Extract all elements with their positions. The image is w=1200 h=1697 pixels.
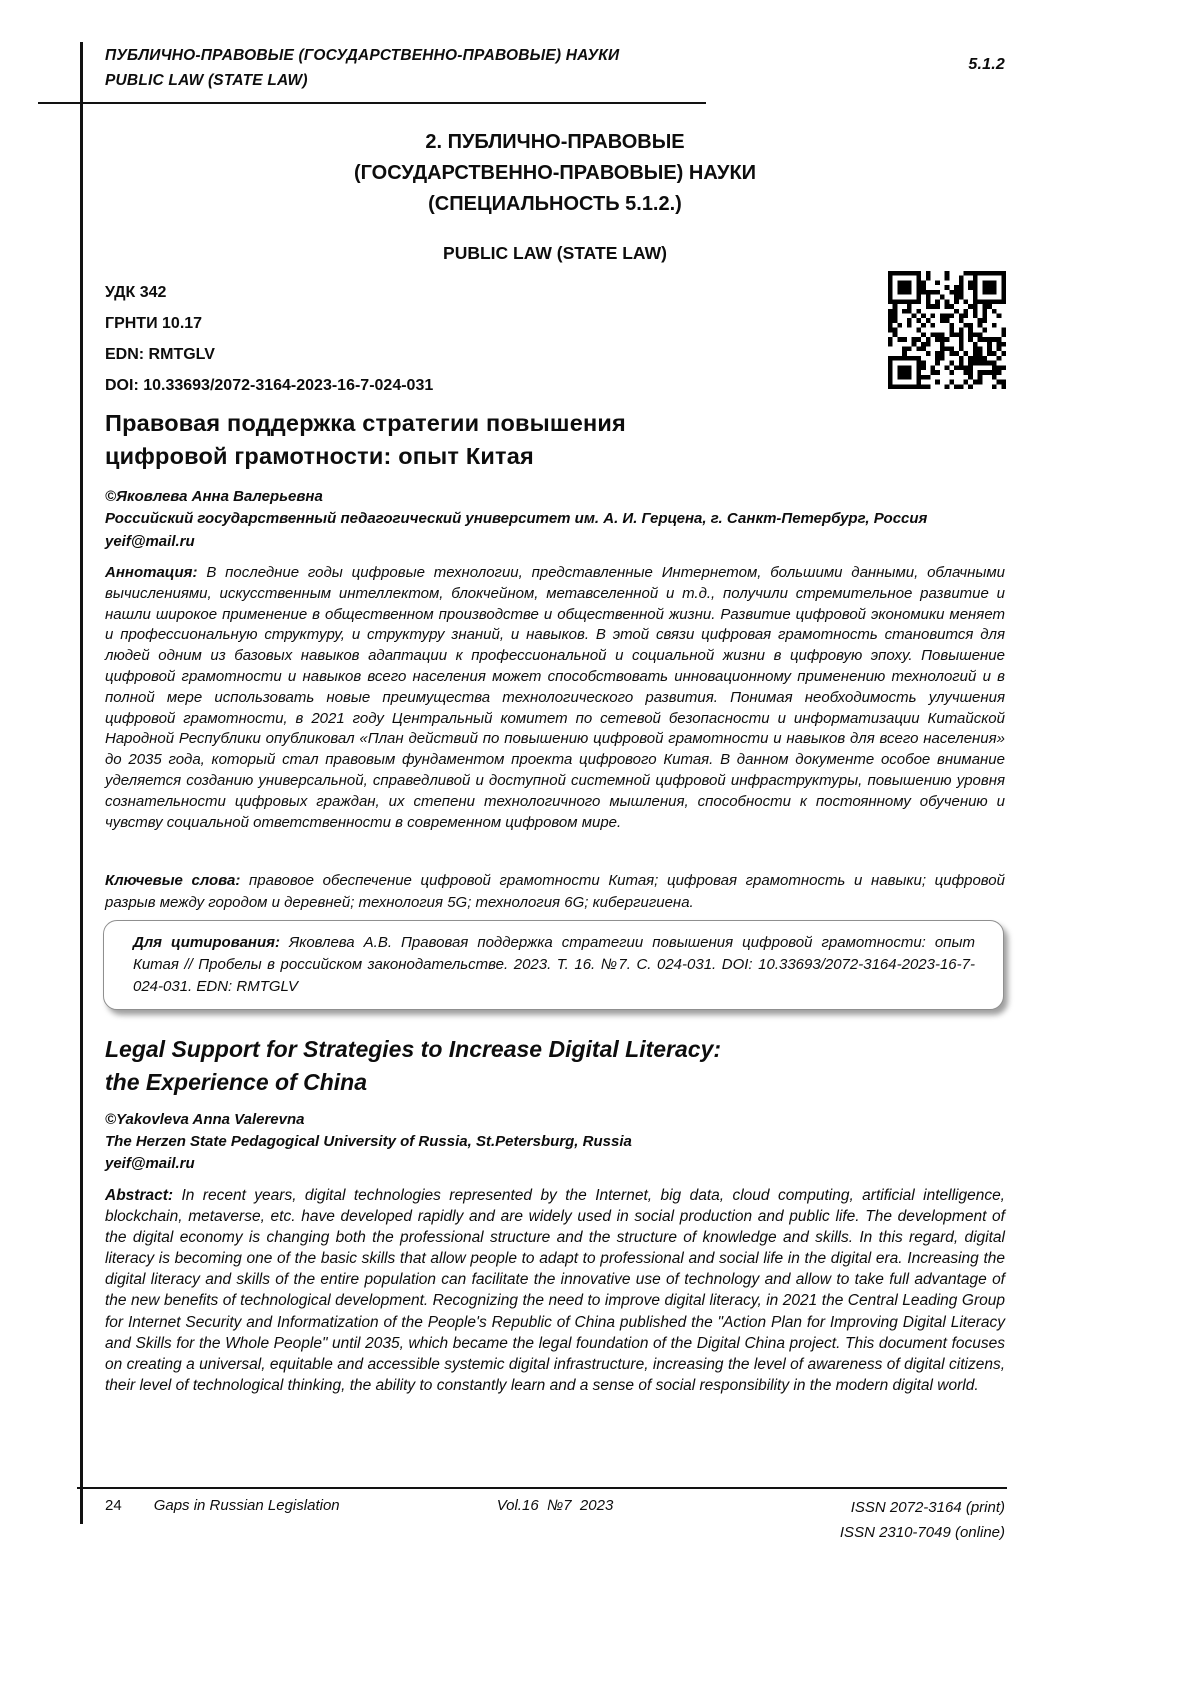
journal-title: Gaps in Russian Legislation: [153, 1497, 340, 1514]
qr-code: [888, 271, 1006, 389]
running-header-rubric-ru: ПУБЛИЧНО-ПРАВОВЫЕ (ГОСУДАРСТВЕННО-ПРАВОВЫЕ) НАУКИ: [105, 47, 620, 64]
section-heading-ru-line2: (ГОСУДАРСТВЕННО-ПРАВОВЫЕ) НАУКИ: [353, 162, 757, 184]
author-email-en: yeif@mail.ru: [105, 1154, 195, 1172]
header-divider: [38, 102, 706, 104]
article-title-en-line2: the Experience of China: [105, 1069, 368, 1095]
article-title-ru-line1: Правовая поддержка стратегии повышения: [105, 410, 626, 436]
keywords-label: Ключевые слова:: [105, 872, 241, 889]
abstract-text: In recent years, digital technologies represented by the Internet, big data, cloud computing, artificial intelligence, blockchain, metaverse, etc. have developed rapidly and are widely used in social production and public life. The development of the digital economy is changing both the professional structure and the structure of knowledge and skills. In this regard, digital literacy is becoming one of the basic skills that allow people to adapt to professional and social life in the digital era. Increasing the digital literacy and skills of the entire population can facilitate the innovative use of technology and allow to take full advantage of the new benefits of technological development. Recognizing the need to improve digital literacy, in 2021 the Central Leading Group for Internet Security and Informatization of the People's Republic of China published the "Action Plan for Improving Digital Literacy and Skills for the Whole People" until 2035, which became the legal foundation of the Digital China project. This document focuses on creating a universal, equitable and accessible systemic digital infrastructure, increasing the level of awareness of digital citizens, their level of technological thinking, the ability to constantly learn and a sense of social responsibility in the modern digital world.: [105, 1187, 1005, 1394]
footer-issn: [840, 1495, 1005, 1545]
citation-label: Для цитирования:: [133, 934, 280, 951]
issn-online: ISSN 2310-7049 (online): [839, 1524, 1005, 1541]
left-vertical-rule: [80, 42, 83, 1524]
abstract-label: Abstract:: [105, 1187, 174, 1204]
keywords-text: правовое обеспечение цифровой грамотности Китая; цифровая грамотность и навыки; цифровой разрыв между городом и деревней; технология 5G; технология 6G; кибергигиена.: [105, 872, 1005, 911]
keywords-paragraph: [105, 870, 1005, 914]
citation-box: [103, 920, 1004, 1010]
author-name-ru: ©Яковлева Анна Валерьевна: [105, 488, 323, 505]
author-block-en: [105, 1109, 1005, 1174]
abstract-paragraph: [105, 1185, 1005, 1396]
article-title-en-line1: Legal Support for Strategies to Increase Digital Literacy:: [105, 1036, 722, 1062]
article-title-ru-line2: цифровой грамотности: опыт Китая: [105, 442, 534, 469]
volume-info: Vol.16 №7 2023: [496, 1497, 614, 1514]
article-title-en: [105, 1033, 1005, 1099]
author-block-ru: [105, 486, 1005, 553]
author-name-en: ©Yakovleva Anna Valerevna: [105, 1111, 305, 1128]
specialty-code: 5.1.2: [968, 56, 1005, 73]
footer-divider: [77, 1487, 1007, 1489]
section-heading-ru-line3: (СПЕЦИАЛЬНОСТЬ 5.1.2.): [428, 193, 682, 215]
grnti-line: ГРНТИ 10.17: [105, 315, 203, 332]
edn-line: EDN: RMTGLV: [105, 346, 215, 363]
article-title-ru: [105, 407, 1005, 472]
affiliation-ru: Российский государственный педагогический университет им. А. И. Герцена, г. Санкт-Петербург, Россия: [105, 510, 928, 528]
section-heading-ru: [105, 127, 1005, 220]
running-header-rubric-en: PUBLIC LAW (STATE LAW): [105, 72, 308, 89]
annotation-text: В последние годы цифровые технологии, представленные Интернетом, большими данными, облачными вычислениями, искусственным интеллектом, блокчейном, метавселенной и т.д., получили стремительное развитие и нашли широкое применение в общественном производстве и общественной жизни. Развитие цифровой экономики меняет и профессиональную структуру, и структуру знаний, и навыков. В этой связи цифровая грамотность становится для людей одним из базовых навыков адаптации к профессиональной и социальной жизни в цифровую эпоху. Повышение цифровой грамотности и навыков всего населения может способствовать инновационному применению технологий и в полной мере использовать новые преимущества технологического развития. Понимая необходимость улучшения цифровой грамотности, в 2021 году Центральный комитет по сетевой безопасности и информатизации Китайской Народной Республики опубликовал «План действий по повышению цифровой грамотности и навыков для всего населения» до 2035 года, который стал правовым фундаментом проекта цифрового Китая. В данном документе особое внимание уделяется созданию универсальной, справедливой и доступной системной цифровой инфраструктуры, повышению уровня сознательности цифровых граждан, их степени технологичного мышления, способности к постоянному обучению и чувству социальной ответственности в современном цифровом мире.: [105, 564, 1006, 831]
page-number: 24: [105, 1497, 122, 1514]
issn-print: ISSN 2072-3164 (print): [850, 1499, 1005, 1516]
udk-line: УДК 342: [105, 284, 167, 301]
affiliation-en: The Herzen State Pedagogical University of Russia, St.Petersburg, Russia: [105, 1132, 632, 1150]
annotation-label: Аннотация:: [105, 564, 198, 581]
citation-text: Яковлева А.В. Правовая поддержка стратегии повышения цифровой грамотности: опыт Китая // Пробелы в российском законодательстве. 2023. Т. 16. №7. С. 024-031. DOI: 10.33693/2072-3164-2023-16-7-024-031. EDN: RMTGLV: [133, 934, 975, 995]
doi-line: DOI: 10.33693/2072-3164-2023-16-7-024-031: [105, 377, 434, 394]
article-meta-block: [105, 277, 433, 401]
annotation-paragraph: [105, 563, 1005, 833]
section-heading-en: PUBLIC LAW (STATE LAW): [443, 243, 667, 263]
author-email-ru: yeif@mail.ru: [105, 532, 195, 550]
running-header: [105, 43, 1005, 93]
section-heading-ru-line1: 2. ПУБЛИЧНО-ПРАВОВЫЕ: [425, 131, 685, 153]
